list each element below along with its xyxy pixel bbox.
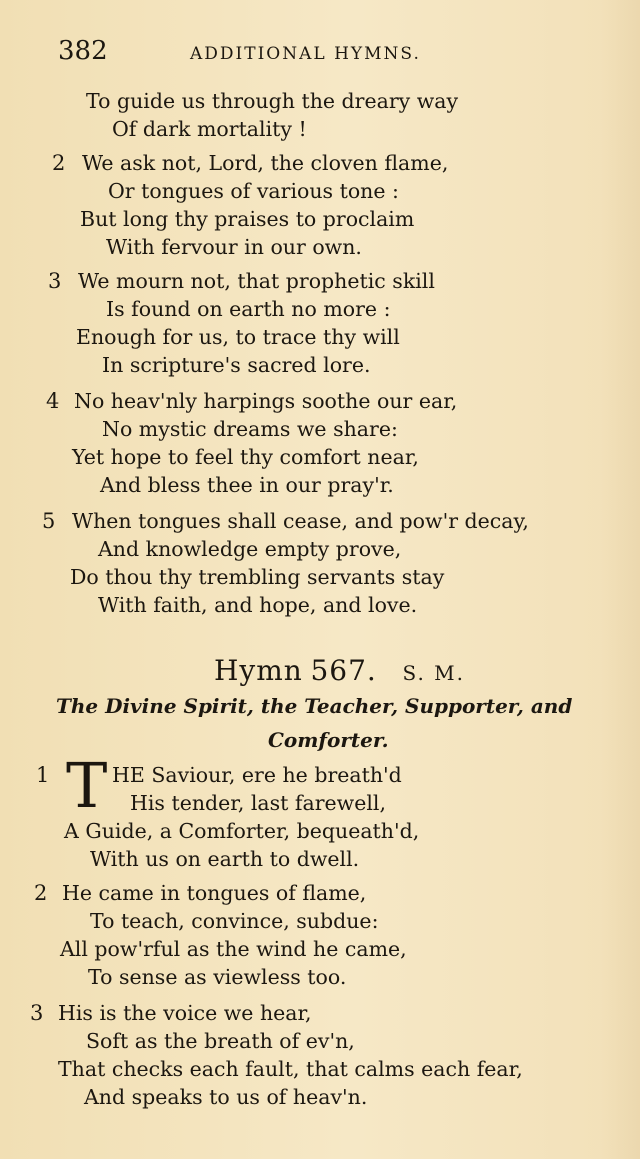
drop-capital: T xyxy=(66,749,108,822)
verse-line: And knowledge empty prove, xyxy=(98,537,402,561)
verse-line: To teach, convince, subdue: xyxy=(90,909,379,933)
verse-line: To guide us through the dreary way xyxy=(86,89,459,113)
verse-line: His is the voice we hear, xyxy=(58,1001,312,1025)
verse-line: No mystic dreams we share: xyxy=(102,417,398,441)
verse-line: All pow'rful as the wind he came, xyxy=(60,937,407,961)
verse-line: That checks each fault, that calms each fear, xyxy=(58,1057,523,1081)
verse-line: Soft as the breath of ev'n, xyxy=(86,1029,355,1053)
verse-line: A Guide, a Comforter, bequeath'd, xyxy=(64,819,420,843)
hymn-subtitle: The Divine Spirit, the Teacher, Supporter, and xyxy=(56,694,573,718)
stanza-number: 2 xyxy=(34,881,48,905)
stanza-number: 3 xyxy=(48,269,62,293)
stanza-number: 1 xyxy=(36,763,50,787)
page-edge-shadow xyxy=(600,0,640,1159)
verse-line: His tender, last farewell, xyxy=(130,791,386,815)
verse-line: When tongues shall cease, and pow'r decay, xyxy=(72,509,529,533)
verse-line: Of dark mortality ! xyxy=(112,117,307,141)
verse-line: With faith, and hope, and love. xyxy=(98,593,418,617)
verse-line: He came in tongues of flame, xyxy=(62,881,367,905)
stanza-number: 4 xyxy=(46,389,60,413)
hymn-meter: S. M. xyxy=(402,661,465,685)
verse-line: Enough for us, to trace thy will xyxy=(76,325,400,349)
hymn-number: 567. xyxy=(310,654,377,687)
verse-line: No heav'nly harpings soothe our ear, xyxy=(74,389,458,413)
hymn-label: Hymn xyxy=(214,654,303,687)
verse-line: With us on earth to dwell. xyxy=(90,847,360,871)
page-number: 382 xyxy=(58,36,108,66)
verse-line: We mourn not, that prophetic skill xyxy=(78,269,435,293)
running-header xyxy=(58,36,478,72)
verse-line: And bless thee in our pray'r. xyxy=(100,473,394,497)
verse-line: And speaks to us of heav'n. xyxy=(84,1085,368,1109)
verse-line: Do thou thy trembling servants stay xyxy=(70,565,445,589)
running-title: ADDITIONAL HYMNS. xyxy=(190,44,421,64)
verse-line: To sense as viewless too. xyxy=(88,965,347,989)
hymn-heading xyxy=(214,654,465,687)
verse-line: Is found on earth no more : xyxy=(106,297,391,321)
verse-line: Yet hope to feel thy comfort near, xyxy=(72,445,419,469)
verse-line: We ask not, Lord, the cloven flame, xyxy=(82,151,449,175)
verse-line: HE Saviour, ere he breath'd xyxy=(112,763,402,787)
stanza-number: 3 xyxy=(30,1001,44,1025)
verse-line: But long thy praises to proclaim xyxy=(80,207,415,231)
stanza-number: 5 xyxy=(42,509,56,533)
verse-line: With fervour in our own. xyxy=(106,235,362,259)
verse-line: Or tongues of various tone : xyxy=(108,179,399,203)
stanza-number: 2 xyxy=(52,151,66,175)
hymn-subtitle: Comforter. xyxy=(268,728,389,752)
verse-line: In scripture's sacred lore. xyxy=(102,353,371,377)
